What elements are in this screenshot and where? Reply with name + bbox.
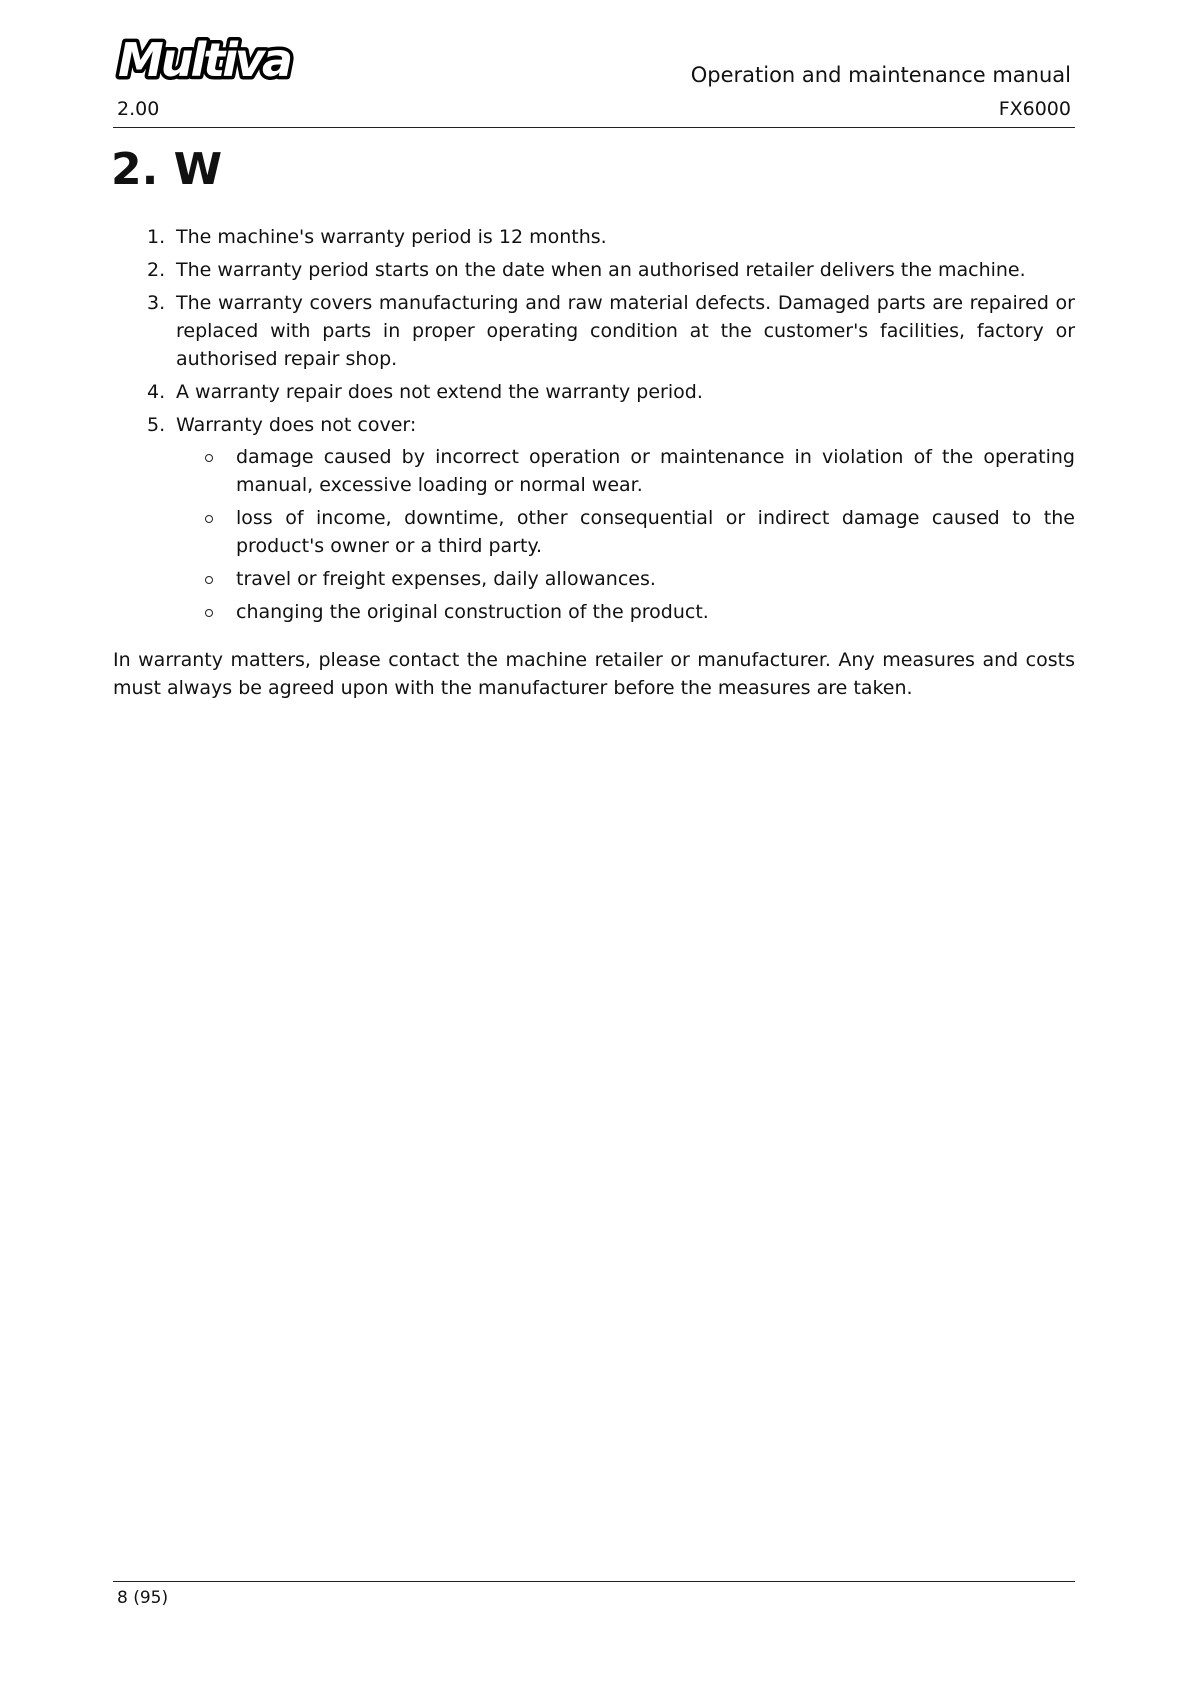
list-number: 2. <box>147 259 166 281</box>
warranty-content <box>113 223 1075 702</box>
list-item-text: A warranty repair does not extend the warranty period. <box>176 381 703 403</box>
list-item <box>147 378 1075 406</box>
list-item-text: The warranty period starts on the date when an authorised retailer delivers the machine. <box>176 259 1026 281</box>
exclusion-text: travel or freight expenses, daily allowances. <box>236 568 656 590</box>
exclusion-text: damage caused by incorrect operation or maintenance in violation of the operating manual, excessive loading or normal wear. <box>236 446 1075 496</box>
machine-model: FX6000 <box>998 98 1071 120</box>
footer-divider <box>113 1581 1075 1582</box>
svg-text:Multiva: Multiva <box>118 34 291 84</box>
exclusion-text: changing the original construction of the product. <box>236 601 709 623</box>
list-number: 5. <box>147 414 166 436</box>
list-item <box>147 256 1075 284</box>
list-item <box>147 411 1075 626</box>
document-version: 2.00 <box>117 98 160 120</box>
exclusion-item <box>236 443 1075 499</box>
closing-paragraph: In warranty matters, please contact the machine retailer or manufacturer. Any measures and costs must always be agreed upon with the manufacturer before the measures are taken. <box>113 649 1075 699</box>
section-heading: 2. W <box>111 144 223 195</box>
circle-bullet-icon <box>205 609 213 617</box>
exclusion-item <box>236 565 1075 593</box>
list-item <box>147 223 1075 251</box>
list-number: 1. <box>147 226 166 248</box>
list-item <box>147 289 1075 373</box>
list-number: 3. <box>147 292 166 314</box>
circle-bullet-icon <box>205 515 213 523</box>
manual-title: Operation and maintenance manual <box>690 63 1071 87</box>
exclusions-list <box>176 443 1075 626</box>
list-item-text: The machine's warranty period is 12 months. <box>176 226 607 248</box>
exclusion-item <box>236 504 1075 560</box>
header-divider <box>113 127 1075 128</box>
list-item-text: The warranty covers manufacturing and raw material defects. Damaged parts are repaired or replaced with parts in proper operating condition at the customer's facilities, factory or authorised repair shop. <box>176 292 1075 370</box>
exclusion-text: loss of income, downtime, other consequential or indirect damage caused to the product's owner or a third party. <box>236 507 1075 557</box>
circle-bullet-icon <box>205 576 213 584</box>
warranty-terms-list <box>113 223 1075 626</box>
multiva-logo <box>114 34 326 84</box>
exclusion-item <box>236 598 1075 626</box>
list-number: 4. <box>147 381 166 403</box>
page-number: 8 (95) <box>117 1588 169 1608</box>
circle-bullet-icon <box>205 454 213 462</box>
list-item-text: Warranty does not cover: <box>176 414 417 436</box>
